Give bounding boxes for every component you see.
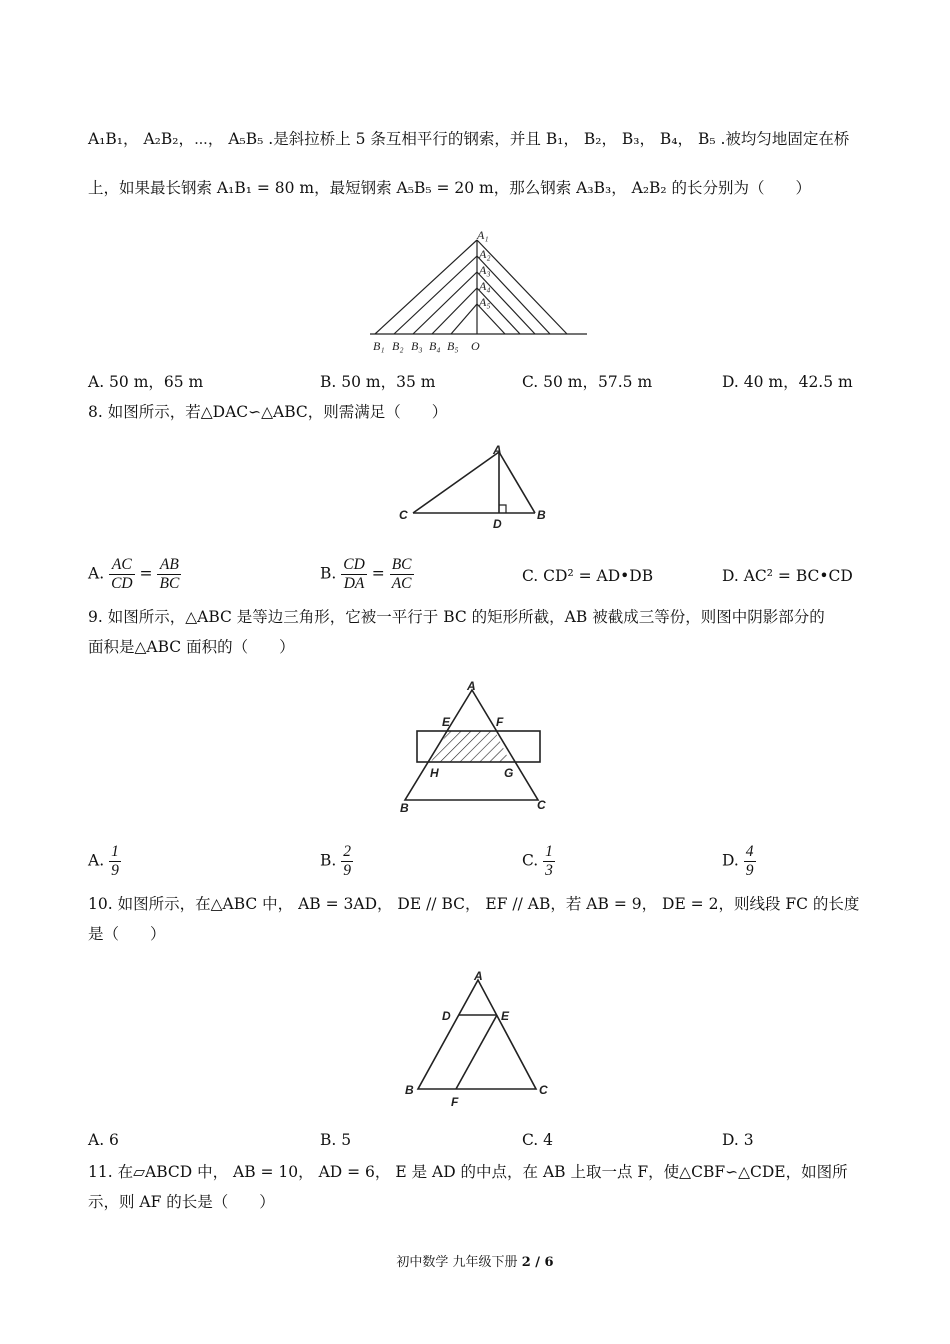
q9-option-a[interactable] bbox=[88, 843, 121, 880]
label-b: B bbox=[400, 801, 409, 815]
q7-option-d[interactable]: D. 40 m，42.5 m bbox=[722, 373, 853, 391]
label-b4: B₄ bbox=[429, 339, 441, 353]
label-a: A bbox=[474, 969, 483, 983]
label-d: D bbox=[442, 1009, 451, 1023]
label-b5: B₅ bbox=[447, 339, 459, 353]
q7-option-c[interactable]: C. 50 m，57.5 m bbox=[522, 373, 653, 391]
fraction: $\frac{4}{9}$ bbox=[745, 843, 754, 879]
footer-title: 初中数学 九年级下册 bbox=[396, 1255, 522, 1270]
label-g: G bbox=[504, 766, 514, 780]
page-footer bbox=[0, 1251, 950, 1270]
q10-option-d[interactable]: D. 3 bbox=[722, 1131, 754, 1149]
label-b: B bbox=[405, 1083, 414, 1097]
label-f: F bbox=[496, 715, 504, 729]
label-c: C bbox=[537, 798, 546, 812]
q7-stem-line-1: A₁B₁， A₂B₂，⋯， A₅B₅ .是斜拉桥上 5 条互相平行的钢索，并且 B₁， B₂， B₃， B₄， B₅ .被均匀地固定在桥 bbox=[88, 130, 850, 148]
page-number: 2 / 6 bbox=[521, 1255, 554, 1270]
q11-stem-line-1: 11. 在▱ABCD 中， AB = 10， AD = 6， E 是 AD 的中点，在 AB 上取一点 F，使△CBF∽△CDE，如图所 bbox=[88, 1163, 848, 1181]
label-a2: A₂ bbox=[479, 247, 491, 261]
label-a4: A₄ bbox=[479, 279, 491, 293]
q8-option-d[interactable]: D. AC² = BC•CD bbox=[722, 567, 853, 585]
q10-stem-line-1: 10. 如图所示，在△ABC 中， AB = 3AD， DE // BC， EF // AB，若 AB = 9， DE = 2，则线段 FC 的长度 bbox=[88, 895, 860, 913]
q7-bridge-figure bbox=[365, 222, 590, 357]
label-d: D bbox=[493, 517, 502, 531]
fraction-ab-bc: $\frac{AB}{BC}$ bbox=[159, 556, 180, 592]
q10-option-b[interactable]: B. 5 bbox=[320, 1131, 352, 1149]
q8-stem: 8. 如图所示，若△DAC∽△ABC，则需满足（ ） bbox=[88, 403, 448, 421]
q10-stem-line-2: 是（ ） bbox=[88, 925, 166, 943]
fraction-ac-cd: $\frac{AC}{CD}$ bbox=[111, 556, 133, 592]
q9-option-d[interactable] bbox=[722, 843, 756, 880]
label-a5: A₅ bbox=[479, 295, 491, 309]
option-letter: B. bbox=[320, 851, 337, 870]
q8-triangle-figure bbox=[395, 440, 555, 532]
q9-stem-line-2: 面积是△ABC 面积的（ ） bbox=[88, 638, 295, 656]
label-a1: A₁ bbox=[477, 228, 489, 242]
label-c: C bbox=[539, 1083, 548, 1097]
option-letter: B. bbox=[320, 564, 337, 583]
fraction-bc-ac: $\frac{BC}{AC}$ bbox=[391, 556, 412, 592]
q9-triangle-rectangle-figure bbox=[395, 678, 555, 818]
q8-option-a[interactable]: A. $\frac{AC}{CD}$ = $\frac{AB}{BC}$ bbox=[88, 556, 180, 592]
label-a: A bbox=[467, 679, 476, 693]
fraction: $\frac{1}{9}$ bbox=[111, 843, 119, 879]
option-letter: A. bbox=[88, 851, 105, 870]
option-letter: A. bbox=[88, 564, 105, 583]
label-b3: B₃ bbox=[411, 339, 423, 353]
q9-stem-line-1: 9. 如图所示，△ABC 是等边三角形，它被一平行于 BC 的矩形所截，AB 被截成三等份，则图中阴影部分的 bbox=[88, 608, 825, 626]
label-c: C bbox=[399, 508, 408, 522]
fraction: $\frac{1}{3}$ bbox=[545, 843, 553, 879]
option-letter: D. bbox=[722, 851, 739, 870]
q10-triangle-figure bbox=[398, 966, 558, 1108]
q10-option-a[interactable]: A. 6 bbox=[88, 1131, 119, 1149]
q7-option-b[interactable]: B. 50 m，35 m bbox=[320, 373, 436, 391]
label-a: A bbox=[493, 443, 502, 457]
q9-option-c[interactable] bbox=[522, 843, 555, 880]
fraction-cd-da: $\frac{CD}{DA}$ bbox=[343, 556, 365, 592]
label-a3: A₃ bbox=[479, 263, 491, 277]
fraction: $\frac{2}{9}$ bbox=[343, 843, 352, 879]
label-b1: B₁ bbox=[373, 339, 385, 353]
q9-option-b[interactable] bbox=[320, 843, 353, 880]
q8-option-c[interactable]: C. CD² = AD•DB bbox=[522, 567, 654, 585]
label-e: E bbox=[442, 715, 451, 729]
label-e: E bbox=[501, 1009, 510, 1023]
label-b2: B₂ bbox=[392, 339, 404, 353]
option-letter: C. bbox=[522, 851, 539, 870]
label-h: H bbox=[430, 766, 439, 780]
q7-stem-line-2: 上，如果最长钢索 A₁B₁ = 80 m，最短钢索 A₅B₅ = 20 m，那么钢索 A₃B₃， A₂B₂ 的长分别为（ ） bbox=[88, 179, 812, 197]
label-b: B bbox=[537, 508, 546, 522]
q8-option-b[interactable]: B. $\frac{CD}{DA}$ = $\frac{BC}{AC}$ bbox=[320, 556, 412, 592]
q10-option-c[interactable]: C. 4 bbox=[522, 1131, 554, 1149]
label-o: O bbox=[471, 339, 480, 353]
label-f: F bbox=[451, 1095, 459, 1108]
q11-stem-line-2: 示，则 AF 的长是（ ） bbox=[88, 1193, 275, 1211]
q7-option-a[interactable]: A. 50 m，65 m bbox=[88, 373, 204, 391]
